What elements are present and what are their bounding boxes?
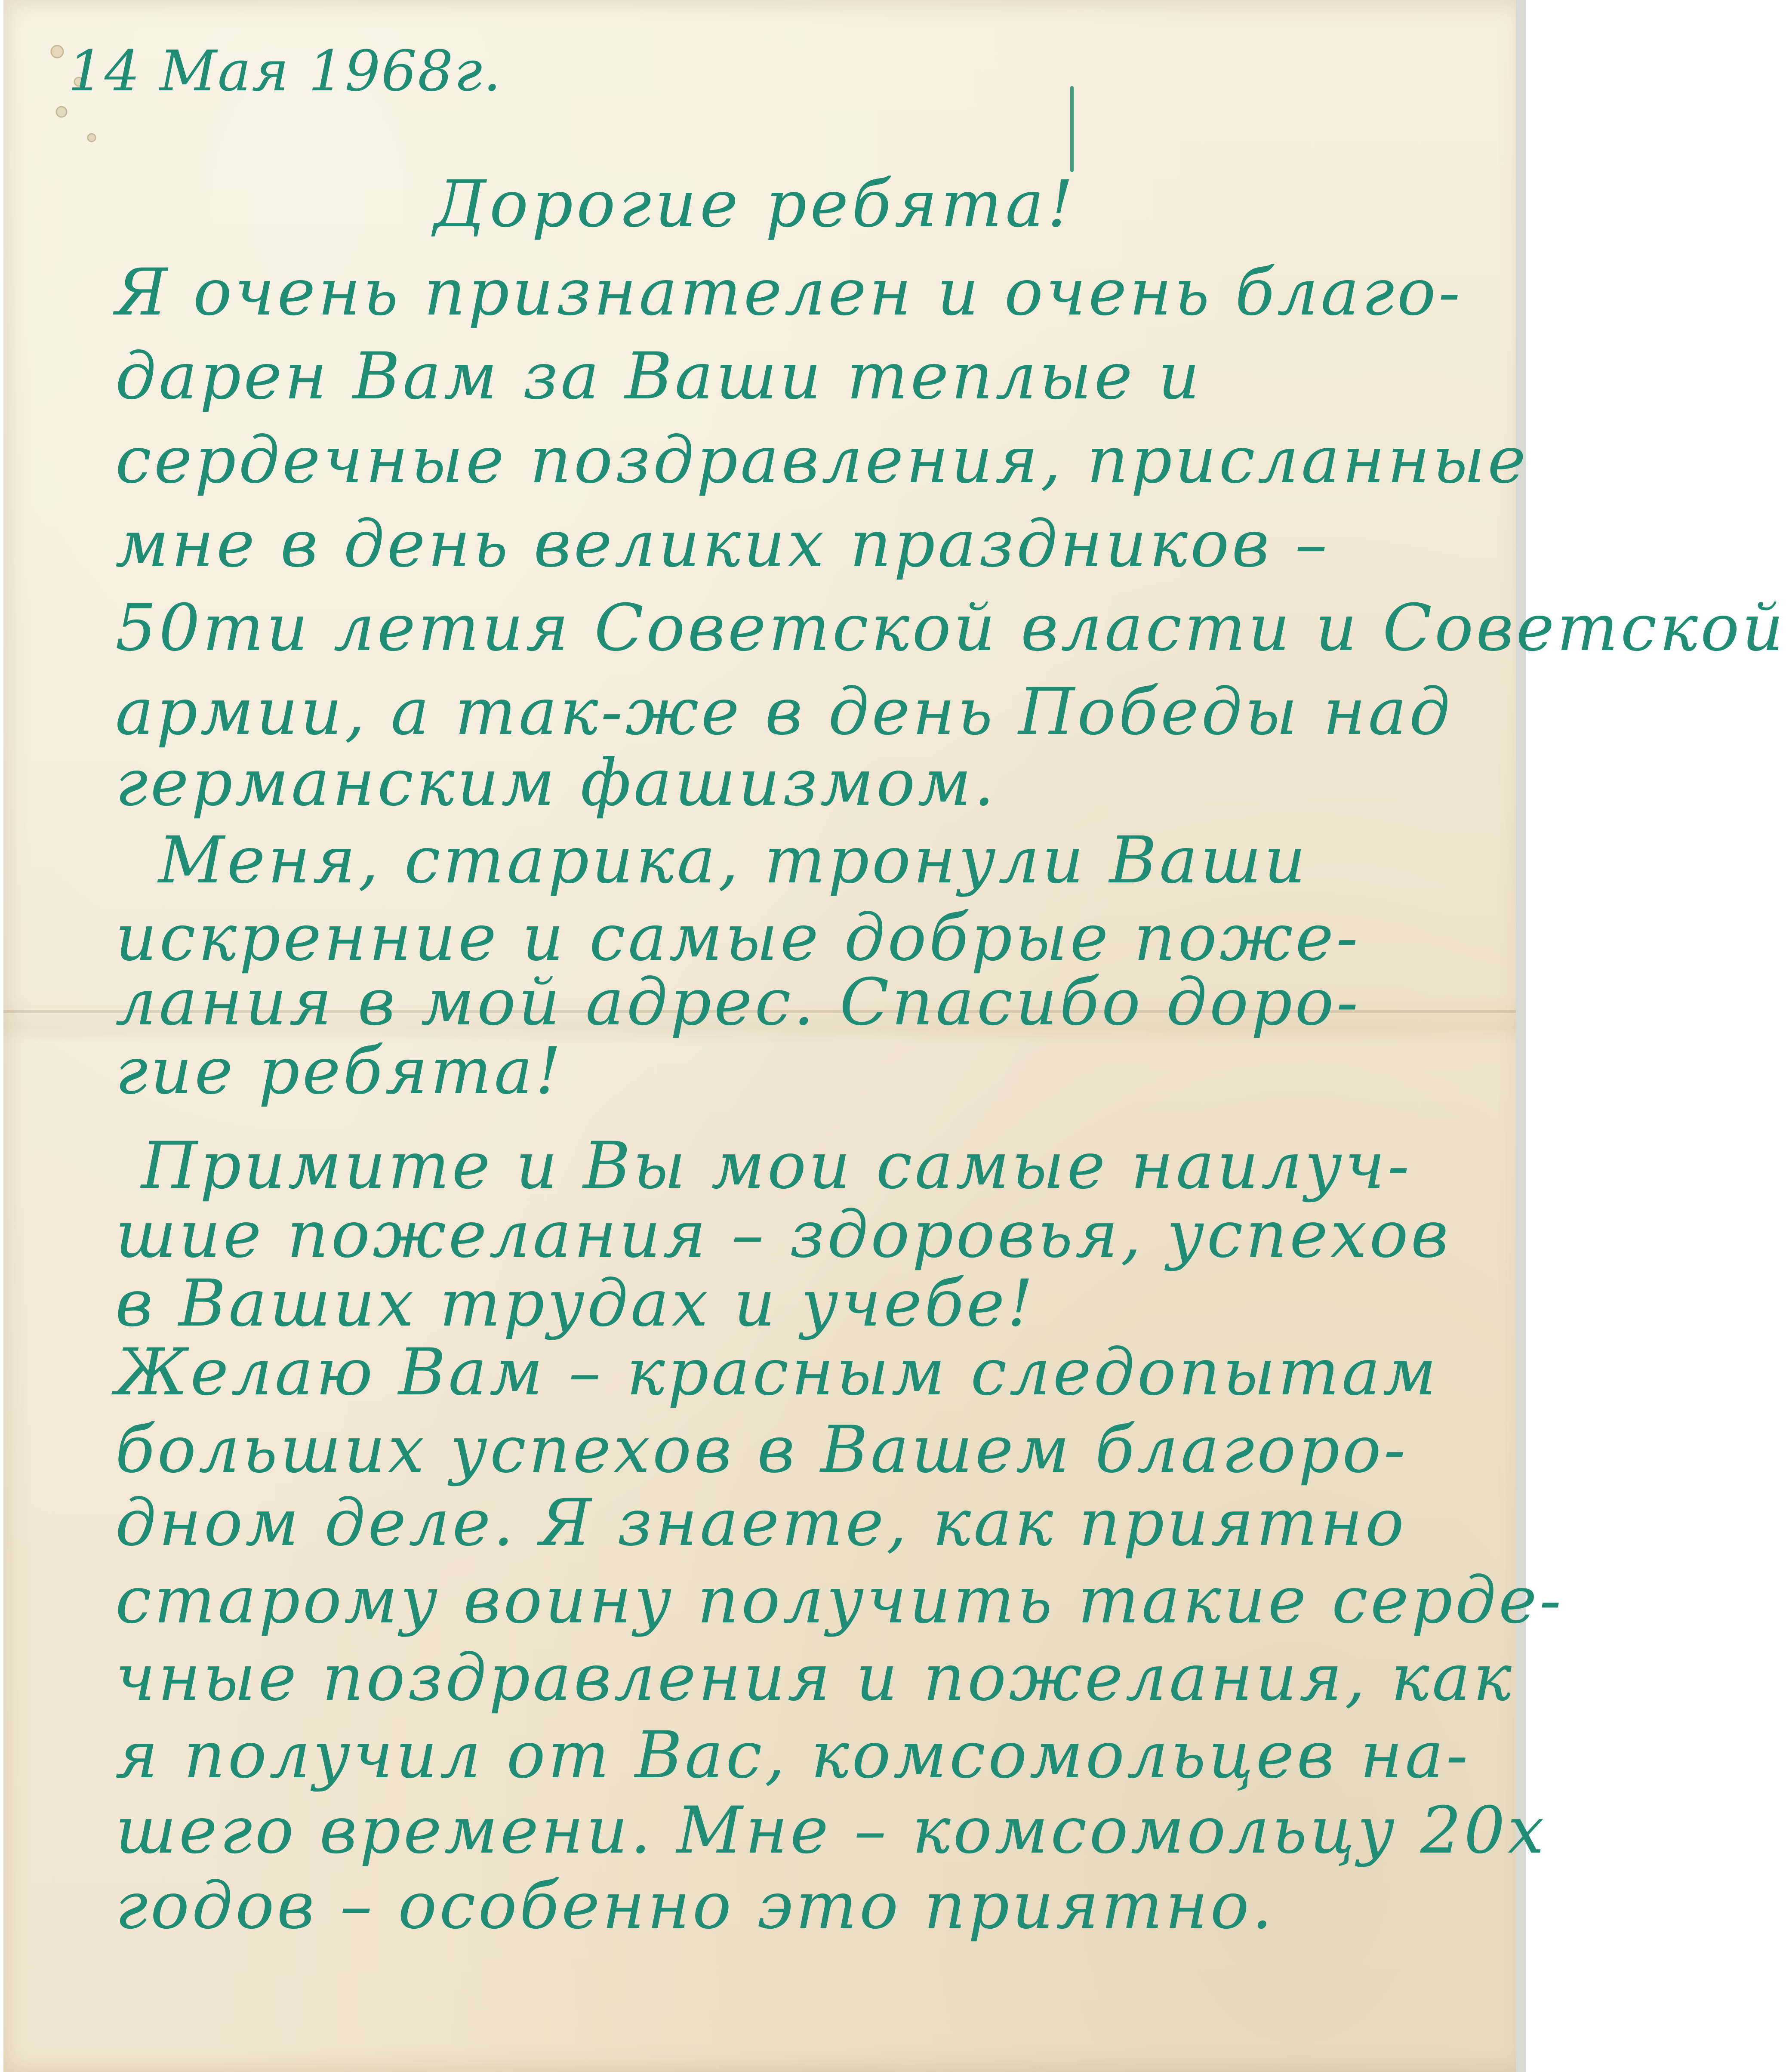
handwritten-letter: [3, 0, 1786, 2072]
letter-line: шего времени. Мне – комсомольцу 20х: [115, 1793, 1547, 1868]
letter-line: 50ти летия Советской власти и Советской: [115, 591, 1786, 666]
letter-date: 14 Мая 1968г.: [68, 38, 502, 104]
letter-line: чные поздравления и пожелания, как: [115, 1640, 1515, 1715]
letter-line: я получил от Вас, комсомольцев на-: [115, 1718, 1471, 1793]
letter-line: Примите и Вы мои самые наилуч-: [141, 1128, 1412, 1203]
letter-line: сердечные поздравления, присланные: [115, 423, 1529, 498]
letter-line: лания в мой адрес. Спасибо доро-: [115, 965, 1361, 1040]
letter-line: мне в день великих праздников –: [115, 507, 1330, 582]
letter-line: больших успехов в Вашем благоро-: [115, 1412, 1408, 1487]
letter-line: в Ваших трудах и учебе!: [115, 1266, 1036, 1341]
letter-line: дном деле. Я знаете, как приятно: [115, 1486, 1407, 1560]
letter-line: Меня, старика, тронули Ваши: [158, 823, 1309, 898]
letter-line: германским фашизмом.: [115, 746, 997, 820]
letter-line: дарен Вам за Ваши теплые и: [115, 339, 1202, 414]
letter-line: армии, а так-же в день Победы над: [115, 675, 1453, 749]
letter-line: искренние и самые добрые поже-: [115, 900, 1361, 975]
letter-line: старому воину получить такие серде-: [115, 1563, 1564, 1638]
letter-salutation: Дорогие ребята!: [434, 167, 1077, 242]
letter-line: Я очень признателен и очень благо-: [115, 255, 1463, 330]
letter-page: [3, 0, 1786, 2072]
letter-line: годов – особенно это приятно.: [115, 1868, 1275, 1943]
margin-pen-mark: [1070, 86, 1074, 172]
letter-line: гие ребята!: [115, 1034, 564, 1109]
letter-line: шие пожелания – здоровья, успехов: [115, 1197, 1451, 1272]
letter-line: Желаю Вам – красным следопытам: [115, 1335, 1439, 1410]
